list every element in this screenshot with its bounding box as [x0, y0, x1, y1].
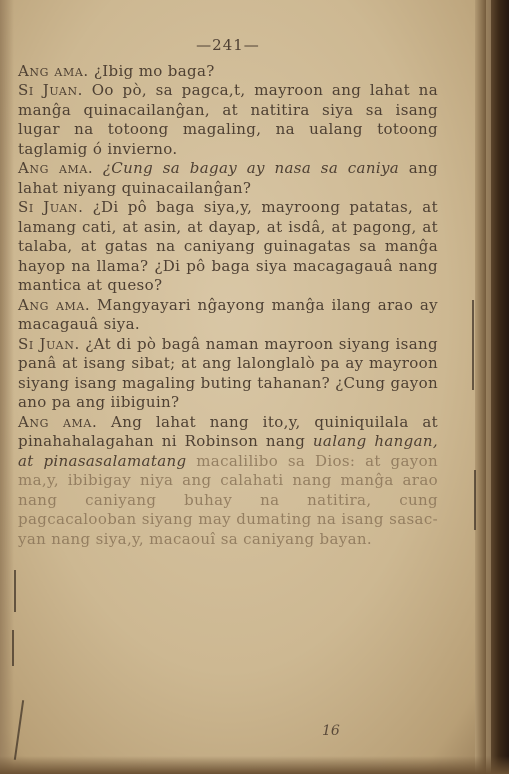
dialogue-text: Ang lahat nang ito,y, quiniquilala at pinahahalagahan ni Robinson nang: [18, 412, 438, 450]
speaker-label: Ang ama.: [18, 295, 91, 314]
dialogue-paragraph: [18, 335, 438, 413]
dialogue-text: ang lahat niyang quinacailanĝan?: [18, 159, 439, 197]
page-bottom-shadow: [0, 756, 509, 774]
page-edge-strip: [486, 0, 491, 774]
dialogue-paragraph: [18, 81, 438, 159]
dialogue-paragraph: [18, 62, 438, 82]
margin-pencil-mark: [474, 470, 476, 530]
dialogue-text: ¿Ibig mo baga?: [88, 61, 215, 80]
speaker-label: Si Juan.: [18, 198, 84, 216]
dialogue-italic-text: ¿Cung sa bagay ay nasa sa caniya: [93, 159, 400, 177]
book-spine-edge: [475, 0, 509, 774]
dialogue-paragraph: [18, 413, 438, 550]
dialogue-italic-text: ualang hangan, at pinasasalamatang: [18, 432, 439, 470]
page-header: —241—: [196, 36, 260, 54]
speaker-label: Ang ama.: [18, 159, 94, 177]
dialogue-paragraph: [18, 159, 438, 198]
speaker-label: Si Juan.: [18, 334, 80, 353]
dialogue-text: ¿At di pò bagâ naman mayroon siyang isang panâ at isang sibat; at ang lalonglalò pa ay mayroon siyang isang magaling buting tahanan? ¿Cung gayon ano pa ang iibiguin?: [18, 334, 438, 411]
margin-pencil-mark: [12, 630, 14, 666]
page-number: 16: [322, 723, 340, 739]
dialogue-faded-text: macalilibo sa Dios: at gayon ma,y, ibibigay niya ang calahati nang manĝa arao nang caniyang buhay na natitira, cung pagcacalooban siyang may dumating na isang sasac-yan nang siya,y, macaouî sa caniyang bayan.: [18, 451, 438, 548]
dialogue-text: ¿Di pô baga siya,y, mayroong patatas, at lamang cati, at asin, at dayap, at isdâ, at pagong, at talaba, at gatas na caniyang guinagatas sa manĝa hayop na llama? ¿Di pô baga siya macagagauâ nang mantica at queso?: [18, 198, 438, 294]
speaker-label: Si Juan.: [18, 81, 84, 99]
dialogue-paragraph: [18, 198, 438, 296]
dialogue-paragraph: [18, 296, 438, 335]
speaker-label: Ang ama.: [18, 61, 89, 80]
margin-pencil-mark: [14, 570, 16, 612]
page-text: [18, 36, 438, 549]
margin-pencil-mark: [472, 300, 474, 390]
dialogue-text: Mangyayari nĝayong manĝa ilang arao ay macagauâ siya.: [18, 295, 439, 333]
dialogue-text: Oo pò, sa pagca,t, mayroon ang lahat na manĝa quinacailanĝan, at natitira siya sa isang lugar na totoong magaling, na ualang totoong taglamig ó invierno.: [18, 81, 438, 158]
speaker-label: Ang ama.: [18, 412, 98, 431]
margin-pencil-mark: [14, 700, 24, 760]
